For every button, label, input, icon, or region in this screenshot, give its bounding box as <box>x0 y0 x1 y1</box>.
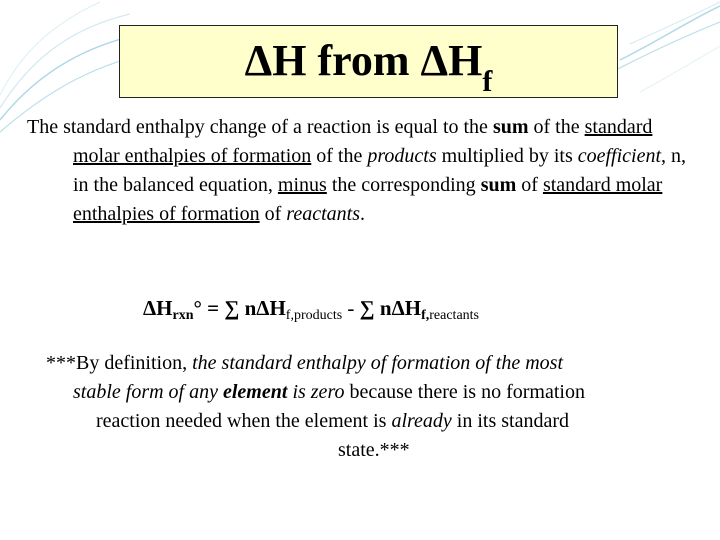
intro-minus-underlined: minus <box>277 174 327 196</box>
intro-underlined-term: standard molar enthalpies of formation <box>73 116 653 167</box>
intro-text: of the <box>528 116 585 138</box>
intro-text: the corresponding <box>326 174 481 196</box>
slide-title-box <box>119 25 618 98</box>
intro-text: , n, in the balanced equation, <box>73 145 687 196</box>
standard-state-note <box>46 349 696 465</box>
slide-title <box>120 36 617 98</box>
formula-f-subscript: f, <box>421 308 430 323</box>
intro-coefficient-italic: coefficient <box>577 145 662 167</box>
enthalpy-formula <box>143 296 479 324</box>
note-text: state.*** <box>338 439 410 461</box>
note-italic-text: stable form of any <box>73 381 223 403</box>
intro-text: The standard enthalpy change of a reaction is equal to the <box>27 116 493 138</box>
intro-text: of the <box>311 145 368 167</box>
note-line <box>46 407 696 436</box>
note-line <box>46 349 696 378</box>
intro-sum-bold: sum <box>492 116 529 138</box>
note-element-bold-italic: element <box>223 381 288 403</box>
intro-text: . <box>360 203 365 225</box>
formula-minus-sign: - <box>342 296 360 320</box>
note-line <box>46 378 696 407</box>
note-line <box>46 436 696 465</box>
slide-body <box>27 113 697 229</box>
intro-sum-bold: sum <box>480 174 517 196</box>
note-already-italic: already <box>391 410 452 432</box>
formula-reactants-subscript: reactants <box>429 308 479 323</box>
intro-reactants-italic: reactants <box>286 203 360 225</box>
note-italic-text: the standard enthalpy of formation of the most <box>192 352 564 374</box>
intro-underlined-term: standard molar enthalpies of formation <box>73 174 663 225</box>
formula-products-subscript: f,products <box>285 308 343 323</box>
note-italic-text: is zero <box>287 381 345 403</box>
intro-text: of <box>516 174 543 196</box>
title-subscript: f <box>482 65 493 98</box>
formula-sum-reactants: ∑ nΔH <box>359 296 422 320</box>
formula-lhs: ΔH <box>143 296 173 320</box>
intro-text: multiplied by its <box>436 145 578 167</box>
intro-products-italic: products <box>367 145 437 167</box>
intro-text: of <box>259 203 287 225</box>
note-text: because there is no formation <box>344 381 585 403</box>
enthalpy-definition-paragraph <box>27 113 697 229</box>
title-main-text: ΔH from ΔH <box>244 36 483 85</box>
formula-lhs-subscript: rxn <box>172 308 194 323</box>
formula-sum-products: ° = ∑ nΔH <box>193 296 286 320</box>
note-text: ***By definition, <box>46 352 193 374</box>
note-text: reaction needed when the element is <box>96 410 392 432</box>
note-text: in its standard <box>451 410 570 432</box>
